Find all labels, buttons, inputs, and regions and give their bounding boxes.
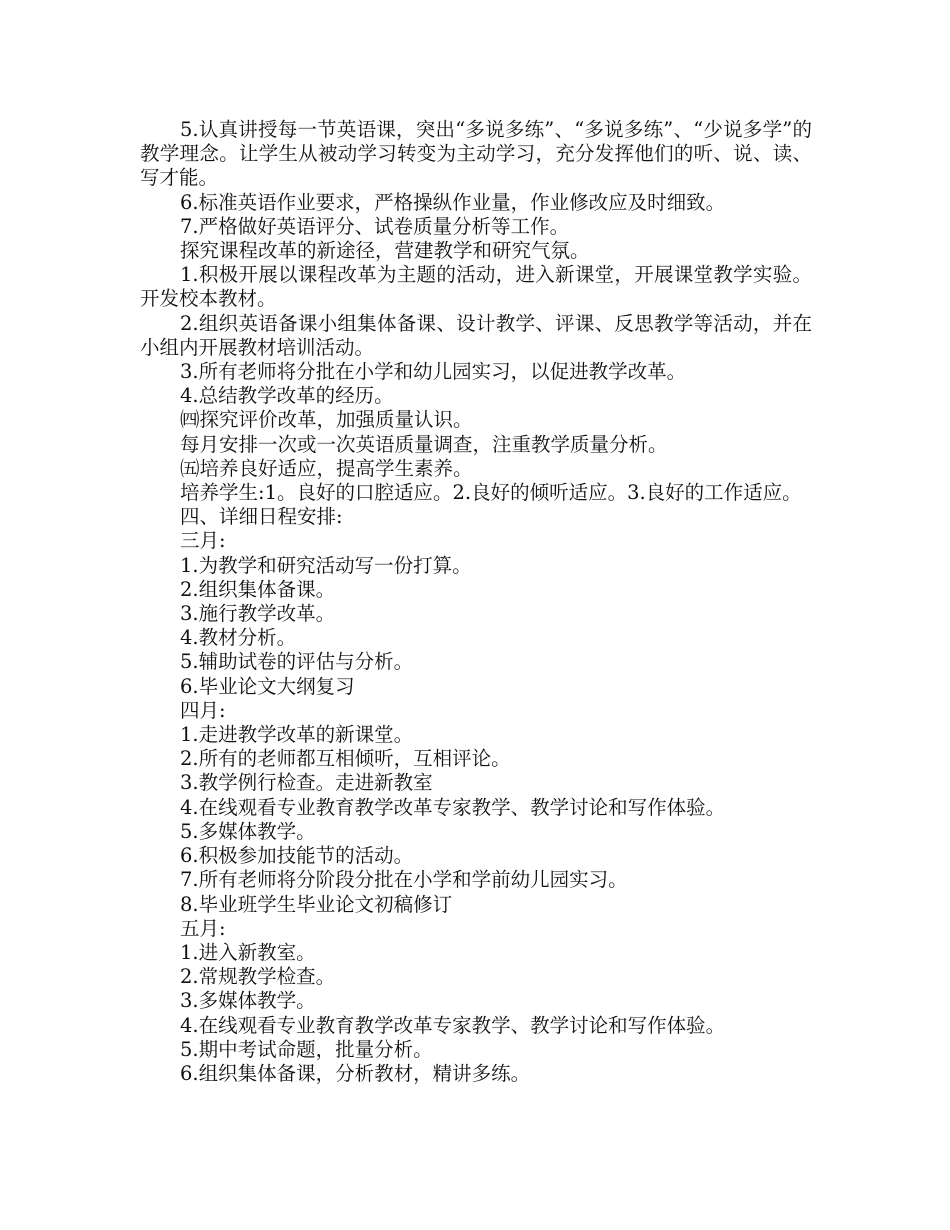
list-item: 5.辅助试卷的评估与分析。 <box>180 650 414 674</box>
paragraph: 7.严格做好英语评分、试卷质量分析等工作。 <box>180 214 570 238</box>
list-item: 7.所有老师将分阶段分批在小学和学前幼儿园实习。 <box>180 868 628 892</box>
list-item: 4.教材分析。 <box>180 626 297 650</box>
paragraph: 6.标准英语作业要求，严格操纵作业量，作业修改应及时细致。 <box>180 190 726 214</box>
paragraph: 1.积极开展以课程改革为主题的活动，进入新课堂，开展课堂教学实验。开发校本教材。 <box>140 263 812 311</box>
list-item: 5.多媒体教学。 <box>180 819 316 843</box>
list-item: 6.毕业论文大纲复习 <box>180 674 355 698</box>
list-item: 4.在线观看专业教育教学改革专家教学、教学讨论和写作体验。 <box>180 1013 726 1037</box>
list-item: 2.组织集体备课。 <box>180 577 336 601</box>
paragraph: 培养学生:1。良好的口腔适应。2.良好的倾听适应。3.良好的工作适应。 <box>180 481 802 505</box>
list-item: 1.为教学和研究活动写一份打算。 <box>180 553 472 577</box>
paragraph: 5.认真讲授每一节英语课，突出“多说多练”、“多说多练”、“少说多学”的教学理念。让学生从被动学习转变为主动学习，充分发挥他们的听、说、读、写才能。 <box>140 118 812 190</box>
month-heading: 五月: <box>180 916 226 940</box>
list-item: 6.组织集体备课，分析教材，精讲多练。 <box>180 1061 531 1085</box>
list-item: 1.进入新教室。 <box>180 940 316 964</box>
list-item: 2.常规教学检查。 <box>180 965 336 989</box>
month-heading: 三月: <box>180 529 226 553</box>
list-item: 8.毕业班学生毕业论文初稿修订 <box>180 892 453 916</box>
list-item: 3.多媒体教学。 <box>180 989 316 1013</box>
list-item: 4.在线观看专业教育教学改革专家教学、教学讨论和写作体验。 <box>180 795 726 819</box>
paragraph: 每月安排一次或一次英语质量调查，注重教学质量分析。 <box>180 432 668 456</box>
list-item: 2.所有的老师都互相倾听，互相评论。 <box>180 747 511 771</box>
list-item: 5.期中考试命题，批量分析。 <box>180 1037 433 1061</box>
paragraph: 4.总结教学改革的经历。 <box>180 384 394 408</box>
list-item: 6.积极参加技能节的活动。 <box>180 844 414 868</box>
document-page <box>140 118 812 1086</box>
paragraph: 2.组织英语备课小组集体备课、设计教学、评课、反思教学等活动，并在小组内开展教材培训活动。 <box>140 311 812 359</box>
section-heading: ㈣探究评价改革，加强质量认识。 <box>180 408 473 432</box>
month-heading: 四月: <box>180 698 226 722</box>
list-item: 3.施行教学改革。 <box>180 602 336 626</box>
paragraph: 3.所有老师将分批在小学和幼儿园实习，以促进教学改革。 <box>180 360 687 384</box>
paragraph: 探究课程改革的新途径，营建教学和研究气氛。 <box>180 239 590 263</box>
list-item: 3.教学例行检查。走进新教室 <box>180 771 433 795</box>
section-heading: 四、详细日程安排: <box>180 505 343 529</box>
section-heading: ㈤培养良好适应，提高学生素养。 <box>180 456 473 480</box>
list-item: 1.走进教学改革的新课堂。 <box>180 723 414 747</box>
